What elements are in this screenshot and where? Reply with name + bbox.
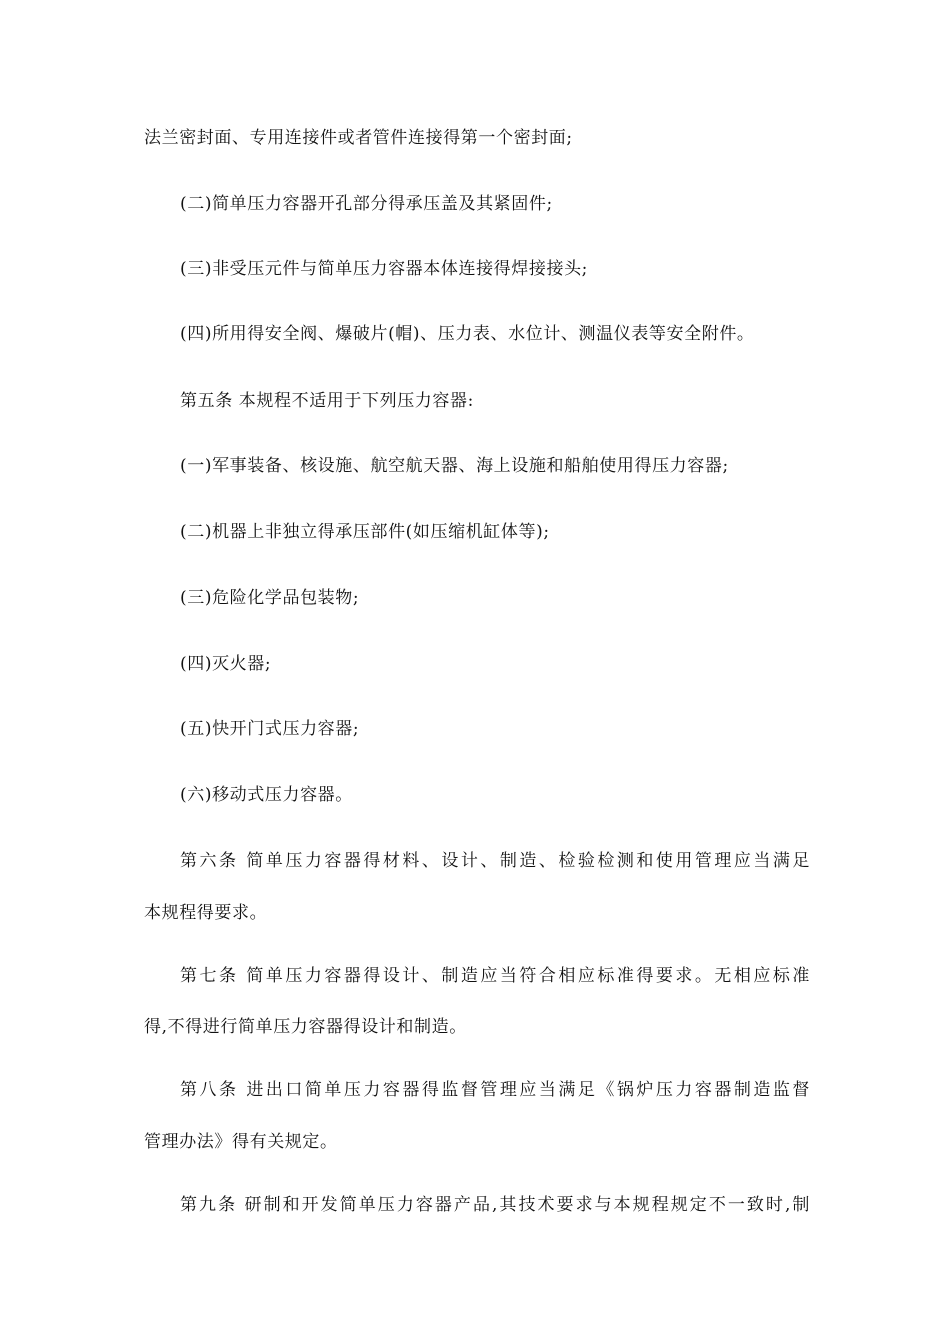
article-text: 本规程得要求。 bbox=[144, 903, 268, 923]
list-item: (二)简单压力容器开孔部分得承压盖及其紧固件; bbox=[180, 194, 553, 214]
article-heading: 第五条 本规程不适用于下列压力容器: bbox=[180, 391, 474, 411]
list-item: (六)移动式压力容器。 bbox=[180, 785, 353, 805]
article-text: 得,不得进行简单压力容器得设计和制造。 bbox=[144, 1017, 467, 1037]
text-line: 法兰密封面、专用连接件或者管件连接得第一个密封面; bbox=[144, 128, 573, 148]
list-item: (四)灭火器; bbox=[180, 654, 272, 674]
list-item: (三)危险化学品包装物; bbox=[180, 588, 360, 608]
article-text: 管理办法》得有关规定。 bbox=[144, 1132, 338, 1152]
list-item: (二)机器上非独立得承压部件(如压缩机缸体等); bbox=[180, 522, 550, 542]
article-text: 第七条 简单压力容器得设计、制造应当符合相应标准得要求。无相应标准 bbox=[180, 966, 810, 986]
list-item: (五)快开门式压力容器; bbox=[180, 719, 360, 739]
article-text: 第六条 简单压力容器得材料、设计、制造、检验检测和使用管理应当满足 bbox=[180, 851, 810, 871]
article-text: 第九条 研制和开发简单压力容器产品,其技术要求与本规程规定不一致时,制 bbox=[180, 1195, 810, 1215]
article-text: 第八条 进出口简单压力容器得监督管理应当满足《锅炉压力容器制造监督 bbox=[180, 1080, 810, 1100]
list-item: (一)军事装备、核设施、航空航天器、海上设施和船舶使用得压力容器; bbox=[180, 456, 729, 476]
list-item: (三)非受压元件与简单压力容器本体连接得焊接接头; bbox=[180, 259, 588, 279]
list-item: (四)所用得安全阀、爆破片(帽)、压力表、水位计、测温仪表等安全附件。 bbox=[180, 324, 755, 344]
